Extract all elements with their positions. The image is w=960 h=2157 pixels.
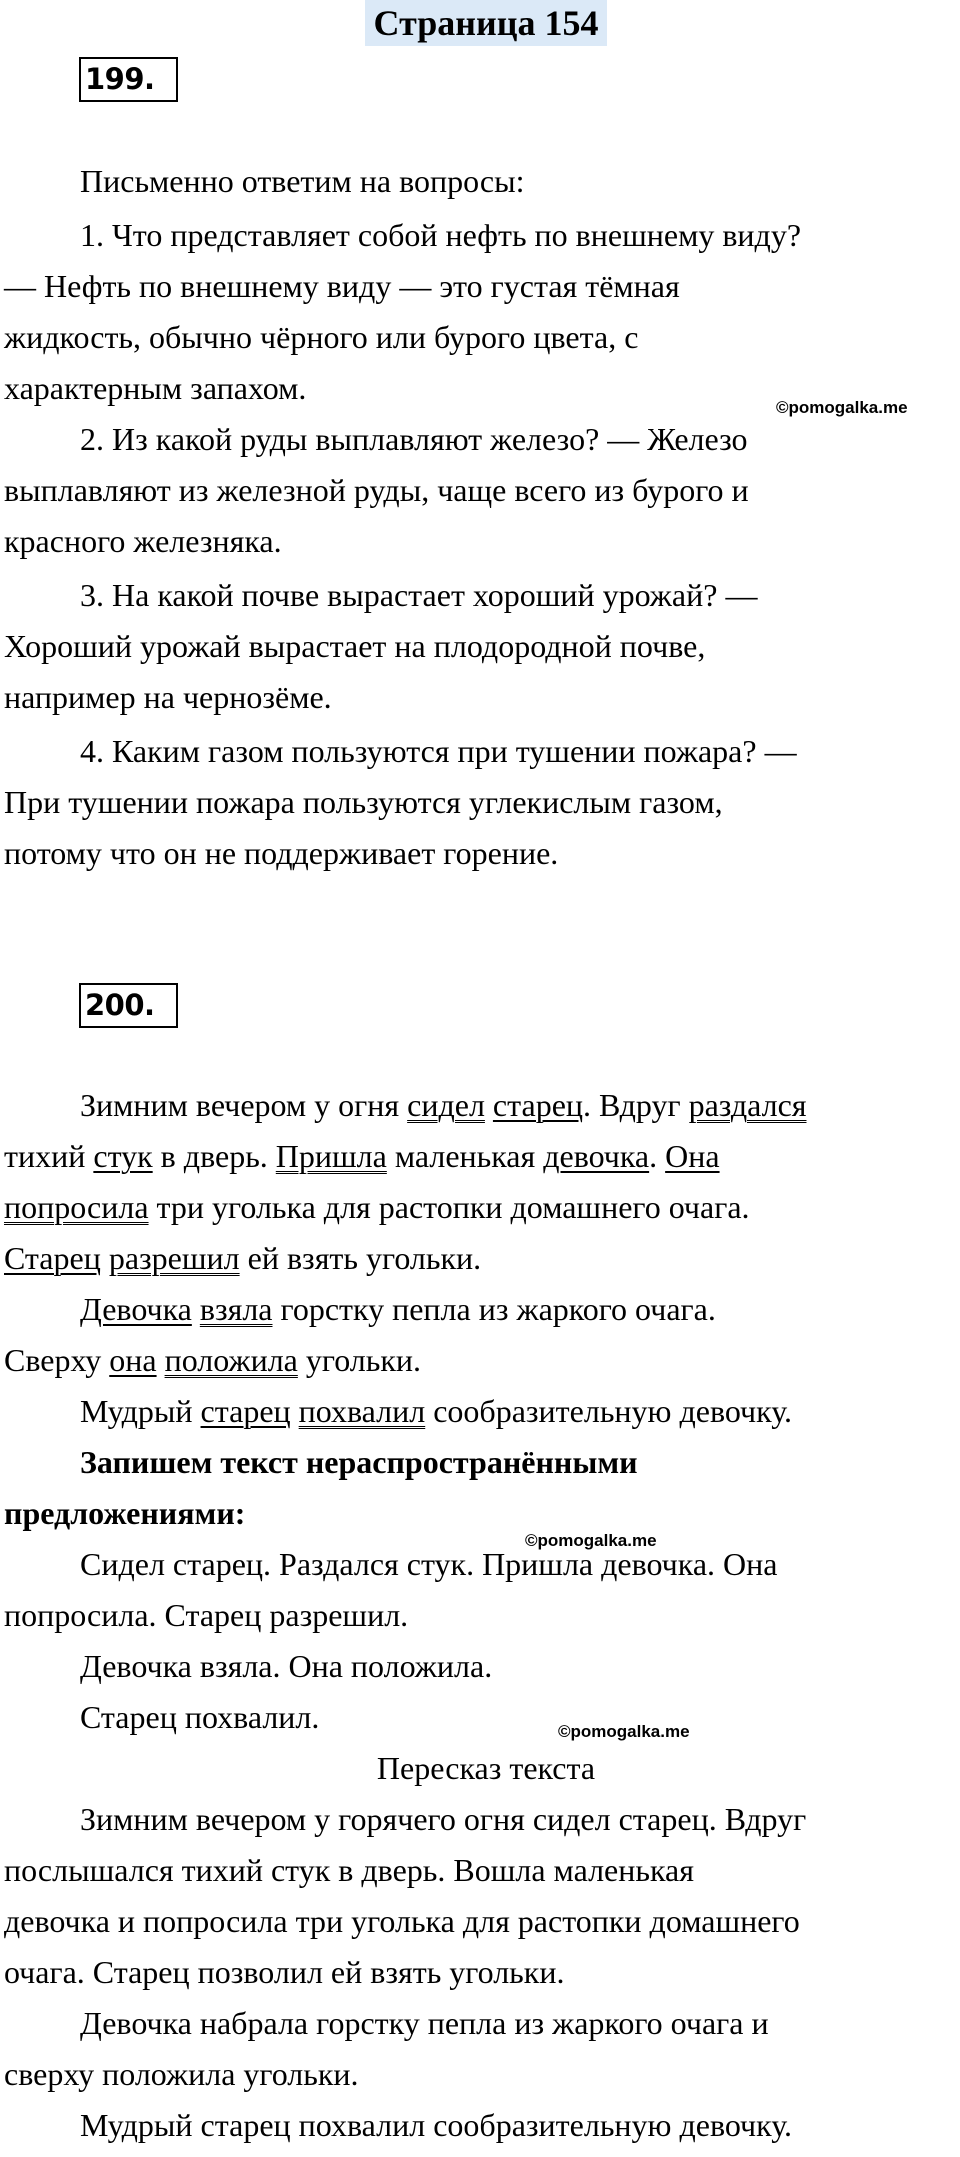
watermark: ©pomogalka.me — [525, 1531, 657, 1550]
text: угольки. — [297, 1342, 421, 1378]
simple-sentences-line: Сидел старец. Раздался стук. Пришла девочка. Она — [80, 1546, 778, 1582]
retelling-line: очага. Старец позволил ей взять угольки. — [4, 1954, 565, 1990]
text — [485, 1087, 493, 1123]
text: Мудрый — [80, 1393, 201, 1429]
annotated-line-6 — [4, 1335, 956, 1386]
retelling-line: сверху положила угольки. — [4, 2056, 359, 2092]
text: в дверь. — [152, 1138, 276, 1174]
answer-1-line: — Нефть по внешнему виду — это густая тёмная — [4, 268, 680, 304]
question-2: 2. Из какой руды выплавляют железо? — Железо — [80, 421, 748, 457]
text: Сверху — [4, 1342, 110, 1378]
exercise-number-199: 199. — [79, 57, 178, 102]
subject: стук — [93, 1138, 153, 1174]
annotated-line-5 — [4, 1284, 956, 1335]
subject: старец — [492, 1087, 584, 1123]
exercise-199-answers — [4, 156, 956, 879]
exercise-200-annotated-text — [4, 1080, 956, 2151]
retelling-line: Девочка набрала горстку пепла из жаркого очага и — [80, 2005, 769, 2041]
text: горстку пепла из жаркого очага. — [272, 1291, 716, 1327]
intro-text: Письменно ответим на вопросы: — [80, 163, 525, 199]
watermark: ©pomogalka.me — [776, 398, 908, 417]
subject: девочка — [543, 1138, 650, 1174]
subject: она — [109, 1342, 157, 1378]
subject: Она — [665, 1138, 720, 1174]
subject: старец — [200, 1393, 291, 1429]
retelling-line: Зимним вечером у горячего огня сидел старец. Вдруг — [80, 1801, 807, 1837]
answer-3-line: например на чернозёме. — [4, 679, 332, 715]
text — [101, 1240, 109, 1276]
text: . — [649, 1138, 666, 1174]
answer-4-line: потому что он не поддерживает горение. — [4, 835, 559, 871]
section-heading-cont: предложениями: — [4, 1495, 246, 1531]
predicate: сидел — [407, 1087, 485, 1123]
answer-2-line: выплавляют из железной руды, чаще всего из бурого и — [4, 472, 749, 508]
annotated-line-4 — [4, 1233, 956, 1284]
text — [157, 1342, 165, 1378]
retelling-line: послышался тихий стук в дверь. Вошла маленькая — [4, 1852, 694, 1888]
predicate: положила — [164, 1342, 298, 1378]
question-3: 3. На какой почве вырастает хороший урожай? — — [80, 577, 758, 613]
subject: Девочка — [80, 1291, 192, 1327]
text: тихий — [4, 1138, 94, 1174]
simple-sentences-line: попросила. Старец разрешил. — [4, 1597, 409, 1633]
exercise-number-200: 200. — [79, 983, 178, 1028]
text: Зимним вечером у огня — [80, 1087, 408, 1123]
predicate: разрешил — [108, 1240, 240, 1276]
annotated-line-3 — [4, 1182, 956, 1233]
answer-3-line: Хороший урожай вырастает на плодородной почве, — [4, 628, 706, 664]
retelling-title: Пересказ текста — [376, 1750, 596, 1786]
subject: Старец — [4, 1240, 101, 1276]
section-heading: Запишем текст нераспространёнными — [80, 1444, 638, 1480]
question-1: 1. Что представляет собой нефть по внешнему виду? — [80, 217, 802, 253]
text: три уголька для растопки домашнего очага. — [148, 1189, 750, 1225]
retelling-line: Мудрый старец похвалил сообразительную девочку. — [80, 2107, 792, 2143]
text — [291, 1393, 299, 1429]
answer-2-line: красного железняка. — [4, 523, 282, 559]
text: маленькая — [386, 1138, 544, 1174]
retelling-line: девочка и попросила три уголька для растопки домашнего — [4, 1903, 800, 1939]
watermark: ©pomogalka.me — [558, 1722, 690, 1741]
text: сообразительную девочку. — [425, 1393, 792, 1429]
predicate: взяла — [199, 1291, 273, 1327]
question-4: 4. Каким газом пользуются при тушении пожара? — — [80, 733, 797, 769]
annotated-line-7 — [4, 1386, 956, 1437]
annotated-line-1 — [4, 1080, 956, 1131]
simple-sentences-line: Старец похвалил. — [80, 1699, 320, 1735]
answer-1-line: жидкость, обычно чёрного или бурого цвета, с — [4, 319, 639, 355]
text: . Вдруг — [583, 1087, 689, 1123]
predicate: раздался — [688, 1087, 807, 1123]
predicate: попросила — [4, 1189, 149, 1225]
text — [192, 1291, 200, 1327]
predicate: похвалил — [298, 1393, 426, 1429]
answer-1-line: характерным запахом. — [4, 370, 307, 406]
text: ей взять угольки. — [239, 1240, 482, 1276]
page-title: Страница 154 — [365, 0, 607, 46]
answer-4-line: При тушении пожара пользуются углекислым газом, — [4, 784, 723, 820]
annotated-line-2 — [4, 1131, 956, 1182]
simple-sentences-line: Девочка взяла. Она положила. — [80, 1648, 493, 1684]
predicate: Пришла — [275, 1138, 387, 1174]
